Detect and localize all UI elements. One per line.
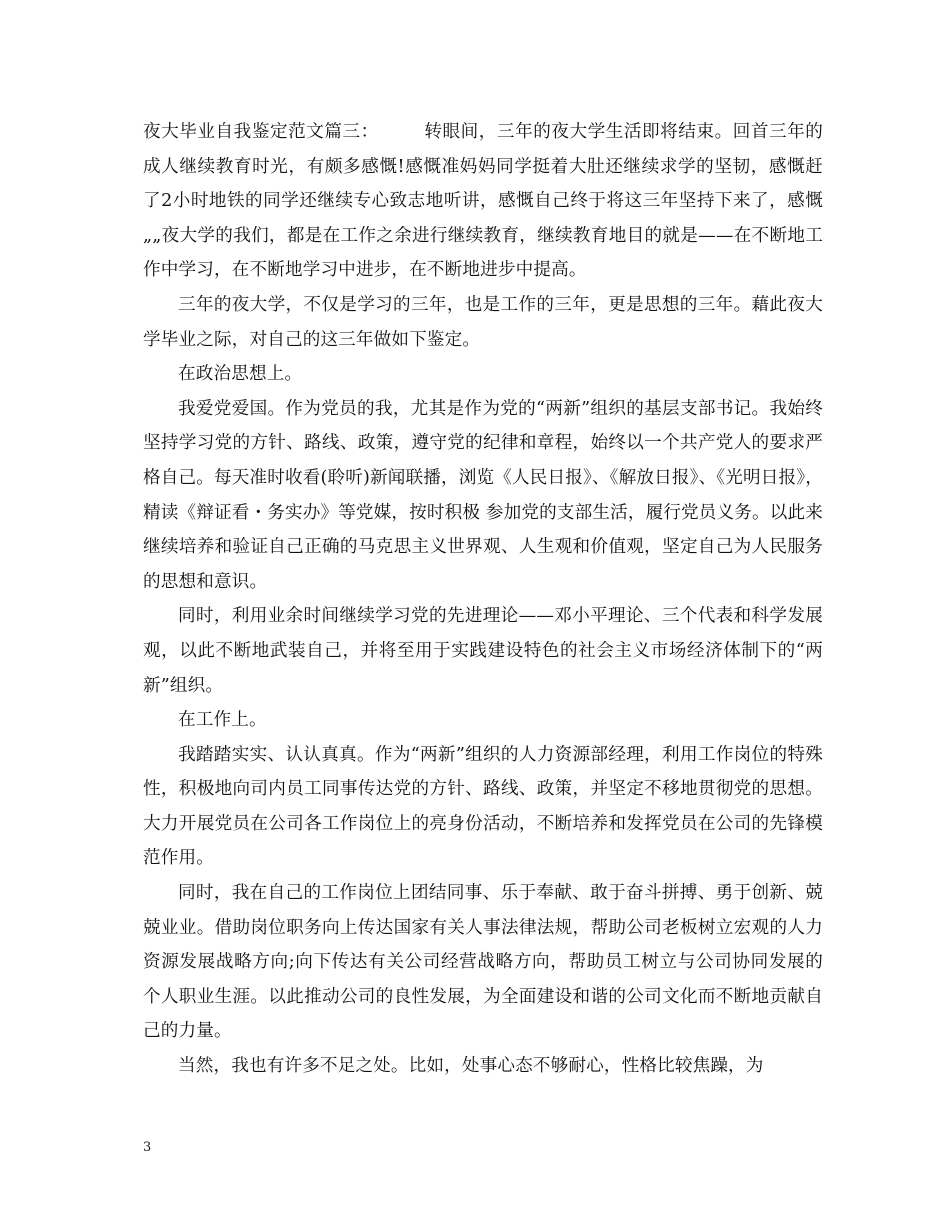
paragraph-intro: 夜大毕业自我鉴定范文篇三： 转眼间，三年的夜大学生活即将结束。回首三年的成人继续教育时光，有颇多感慨!感慨准妈妈同学挺着大肚还继续求学的坚韧，感慨赶了2小时地铁的同学还继续专心致志地听讲，感慨自己终于将这三年坚持下来了，感慨„„夜大学的我们，都是在工作之余进行继续教育，继续教育地目的就是——在不断地工作中学习，在不断地学习中进步，在不断地进步中提高。	[143, 122, 823, 281]
paragraph-three-years: 三年的夜大学，不仅是学习的三年，也是工作的三年，更是思想的三年。藉此夜大学毕业之际，对自己的这三年做如下鉴定。	[143, 294, 823, 350]
paragraph-theory-study: 同时，利用业余时间继续学习党的先进理论——邓小平理论、三个代表和科学发展观，以此不断地武装自己，并将至用于实践建设特色的社会主义市场经济体制下的“两新”组织。	[143, 606, 823, 696]
heading-work: 在工作上。	[178, 710, 267, 731]
paragraph-hr-manager: 我踏踏实实、认认真真。作为“两新”组织的人力资源部经理，利用工作岗位的特殊性，积极地向司内员工同事传达党的方针、路线、政策，并坚定不移地贯彻党的思想。大力开展党员在公司各工作岗位上的亮身份活动，不断培养和发挥党员在公司的先锋模范作用。	[143, 744, 823, 869]
paragraph-shortcomings: 当然，我也有许多不足之处。比如，处事心态不够耐心，性格比较焦躁，为	[178, 1056, 764, 1077]
page-number: 3	[143, 1140, 152, 1155]
paragraph-love-party: 我爱党爱国。作为党员的我，尤其是作为党的“两新”组织的基层支部书记。我始终坚持学习党的方针、路线、政策，遵守党的纪律和章程，始终以一个共产党人的要求严格自己。每天准时收看(聆听)新闻联播，浏览《人民日报》、《解放日报》、《光明日报》，精读《辩证看・务实办》等党媒，按时积极 参加党的支部生活，履行党员义务。以此来继续培养和验证自己正确的马克思主义世界观、人生观和价值观，坚定自己为人民服务的思想和意识。	[143, 398, 824, 592]
heading-political-thought: 在政治思想上。	[178, 364, 303, 385]
document-body	[143, 115, 823, 1084]
paragraph-teamwork: 同时，我在自己的工作岗位上团结同事、乐于奉献、敢于奋斗拼搏、勇于创新、兢兢业业。借助岗位职务向上传达国家有关人事法律法规，帮助公司老板树立宏观的人力资源发展战略方向;向下传达有关公司经营战略方向，帮助员工树立与公司协同发展的个人职业生涯。以此推动公司的良性发展，为全面建设和谐的公司文化而不断地贡献自己的力量。	[143, 883, 823, 1042]
